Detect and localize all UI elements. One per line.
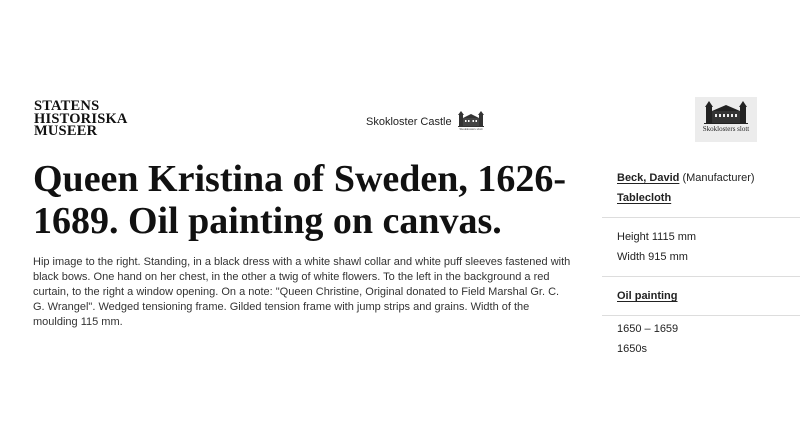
logo-line-2: HISTORISKA xyxy=(34,110,128,127)
decade: 1650s xyxy=(617,343,647,355)
castle-icon xyxy=(704,100,748,124)
divider xyxy=(602,276,800,277)
dimensions-section xyxy=(602,227,800,267)
width-value: Width 915 mm xyxy=(617,251,688,263)
creator-section xyxy=(602,168,800,208)
castle-icon xyxy=(458,110,484,127)
statens-historiska-museer-logo[interactable] xyxy=(34,100,128,138)
skokloster-logo-small[interactable] xyxy=(457,110,485,136)
logo-line-3: MUSEER xyxy=(34,123,98,139)
dating-section xyxy=(602,319,800,359)
object-description: Hip image to the right. Standing, in a black dress with a white shawl collar and white puff sleeves fastened with black bows. One hand on her chest, in the other a twig of white flowers. To the left in the background a red curtain, to the right a window opening. On a note: "Queen Christine, Original donated to Field Marshal Gr. C. G. Wrangel". Wedged tensioning frame. Gilded tension frame with jump strips and grains. Width of the moulding 115 mm. xyxy=(33,256,571,328)
category-row xyxy=(617,188,800,208)
museum-link[interactable]: Skokloster Castle xyxy=(366,116,452,128)
technique-section xyxy=(602,286,800,306)
height-value: Height 1115 mm xyxy=(617,231,697,243)
category-link[interactable]: Tablecloth xyxy=(617,192,672,204)
divider xyxy=(602,217,800,218)
page-title: Queen Kristina of Sweden, 1626-1689. Oil painting on canvas. xyxy=(33,158,567,242)
logo-caption: Skoklosters slott xyxy=(702,125,750,133)
skokloster-logo[interactable] xyxy=(695,97,757,142)
technique-row xyxy=(617,286,800,306)
manufacturer-row xyxy=(617,168,800,188)
technique-link[interactable]: Oil painting xyxy=(617,290,678,302)
divider xyxy=(602,315,800,316)
manufacturer-role: (Manufacturer) xyxy=(682,172,755,184)
logo-caption-small: Skoklosters slott xyxy=(459,127,483,131)
manufacturer-link[interactable]: Beck, David xyxy=(617,172,680,184)
date-range: 1650 – 1659 xyxy=(617,323,679,335)
object-details-sidebar xyxy=(602,168,800,359)
logo-line-1: STATENS xyxy=(34,98,100,114)
